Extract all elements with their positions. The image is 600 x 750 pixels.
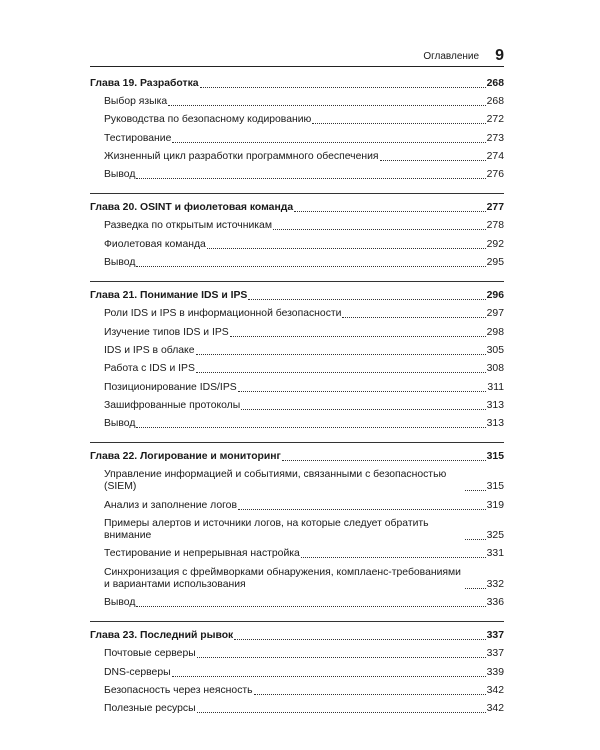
dot-leader [312,123,485,124]
chapter-entry-title: Глава 20. OSINT и фиолетовая команда [90,202,294,214]
dot-leader [465,539,486,540]
section-entry-title: Разведка по открытым источникам [104,220,272,232]
section-entry-page: 339 [486,666,504,678]
page-header [90,44,504,67]
section-entry-page: 295 [486,257,504,269]
section-entry-page: 336 [486,596,504,608]
section-entry-page: 313 [486,418,504,430]
page-number: 9 [495,47,504,64]
section-entry-page: 272 [486,114,504,126]
dot-leader [136,266,485,267]
section-entry-title: Вывод [104,596,136,608]
chapter-entry[interactable] [90,202,504,214]
dot-leader [273,229,486,230]
dot-leader [294,211,486,212]
section-entry-page: 276 [486,169,504,181]
chapter-block [90,451,504,622]
section-entry-page: 305 [486,344,504,356]
section-entry-title: Руководства по безопасному кодированию [104,114,312,126]
section-entry[interactable] [90,239,504,251]
chapter-entry[interactable] [90,78,504,90]
chapter-entry-title: Глава 23. Последний рывок [90,630,234,642]
section-entry-title: Фиолетовая команда [104,238,206,250]
section-entry-title: Изучение типов IDS и IPS [104,326,229,338]
dot-leader [465,490,486,491]
section-entry[interactable] [90,648,504,660]
dot-leader [301,557,486,558]
section-entry[interactable] [90,363,504,375]
dot-leader [241,409,485,410]
section-entry-page: 297 [486,308,504,320]
section-entry-page: 325 [486,530,504,542]
chapter-entry[interactable] [90,451,504,463]
dot-leader [136,606,485,607]
section-entry[interactable] [90,327,504,339]
section-entry-page: 268 [486,96,504,107]
section-entry[interactable] [90,518,504,542]
section-entry-page: 298 [486,326,504,338]
chapter-entry-page: 315 [486,451,504,463]
section-entry-title: Жизненный цикл разработки программного обеспечения [104,150,379,162]
dot-leader [196,354,486,355]
section-entry[interactable] [90,257,504,269]
section-entry[interactable] [90,667,504,679]
dot-leader [168,105,485,106]
table-of-contents [90,78,504,735]
section-entry-page: 292 [486,238,504,250]
chapter-entry-title: Глава 22. Логирование и мониторинг [90,451,281,463]
dot-leader [207,248,486,249]
chapter-entry-title: Глава 21. Понимание IDS и IPS [90,290,248,302]
section-entry[interactable] [90,96,504,108]
dot-leader [136,178,485,179]
section-entry-page: 311 [487,381,504,393]
section-entry[interactable] [90,220,504,232]
section-entry[interactable] [90,548,504,560]
section-entry-title: Зашифрованные протоколы [104,399,241,411]
section-entry[interactable] [90,308,504,320]
dot-leader [200,87,486,88]
section-entry[interactable] [90,151,504,163]
section-entry-title: Вывод [104,257,136,269]
section-entry[interactable] [90,169,504,181]
section-entry-title: Полезные ресурсы [104,703,196,715]
section-entry[interactable] [90,500,504,512]
section-entry-page: 273 [486,132,504,144]
section-entry-page: 315 [486,481,504,493]
chapter-entry-page: 337 [486,630,504,642]
section-entry[interactable] [90,685,504,697]
chapter-block [90,290,504,443]
chapter-block [90,78,504,194]
dot-leader [234,639,485,640]
section-entry[interactable] [90,345,504,357]
dot-leader [230,336,486,337]
section-entry-page: 319 [486,499,504,511]
dot-leader [248,299,485,300]
section-entry-page: 342 [486,703,504,715]
dot-leader [197,712,486,713]
section-entry-page: 278 [486,220,504,232]
section-entry-title: DNS-серверы [104,666,171,678]
section-entry[interactable] [90,469,504,493]
section-entry-title: Работа с IDS и IPS [104,363,195,375]
dot-leader [380,160,486,161]
section-entry-title: Анализ и заполнение логов [104,499,237,511]
section-entry-page: 313 [486,399,504,411]
chapter-block [90,202,504,282]
dot-leader [136,427,485,428]
dot-leader [172,676,486,677]
section-entry-title: Позиционирование IDS/IPS [104,381,237,393]
section-entry-page: 308 [486,363,504,375]
section-entry[interactable] [90,597,504,609]
section-entry-title: Роли IDS и IPS в информационной безопасности [104,308,342,320]
dot-leader [282,460,486,461]
section-entry-page: 274 [486,150,504,162]
section-entry-page: 331 [486,548,504,560]
chapter-entry-title: Глава 19. Разработка [90,78,199,89]
section-entry-title: Вывод [104,418,136,430]
section-entry-title: Тестирование [104,132,172,144]
chapter-entry-page: 296 [486,290,504,302]
section-entry-page: 342 [486,684,504,696]
section-entry[interactable] [90,400,504,412]
dot-leader [196,372,486,373]
section-entry-page: 337 [486,648,504,660]
dot-leader [238,509,486,510]
section-entry-title: Безопасность через неясность [104,684,253,696]
section-entry-title: Синхронизация с фреймворками обнаружения, комплаенс-требованиями и вариантами использования [104,566,461,590]
dot-leader [342,317,485,318]
dot-leader [254,694,486,695]
section-entry-page: 332 [486,578,504,590]
section-entry-title: IDS и IPS в облаке [104,344,195,356]
chapter-block [90,630,504,727]
section-entry[interactable] [90,114,504,126]
dot-leader [197,657,486,658]
dot-leader [238,391,487,392]
section-entry-title: Почтовые серверы [104,648,196,660]
section-entry[interactable] [90,133,504,145]
section-entry-title: Примеры алертов и источники логов, на которые следует обратить внимание [104,518,429,542]
section-entry-title: Выбор языка [104,96,168,107]
section-entry[interactable] [90,567,504,591]
dot-leader [172,142,485,143]
chapter-entry[interactable] [90,630,504,642]
section-entry[interactable] [90,703,504,715]
section-entry-title: Управление информацией и событиями, связанными с безопасностью (SIEM) [104,469,447,493]
section-entry[interactable] [90,382,504,394]
chapter-entry-page: 268 [486,78,504,89]
section-entry[interactable] [90,418,504,430]
chapter-entry-page: 277 [486,202,504,214]
dot-leader [465,588,486,589]
section-entry-title: Тестирование и непрерывная настройка [104,548,300,560]
running-title: Оглавление [423,51,480,62]
section-entry-title: Вывод [104,169,136,181]
chapter-entry[interactable] [90,290,504,302]
